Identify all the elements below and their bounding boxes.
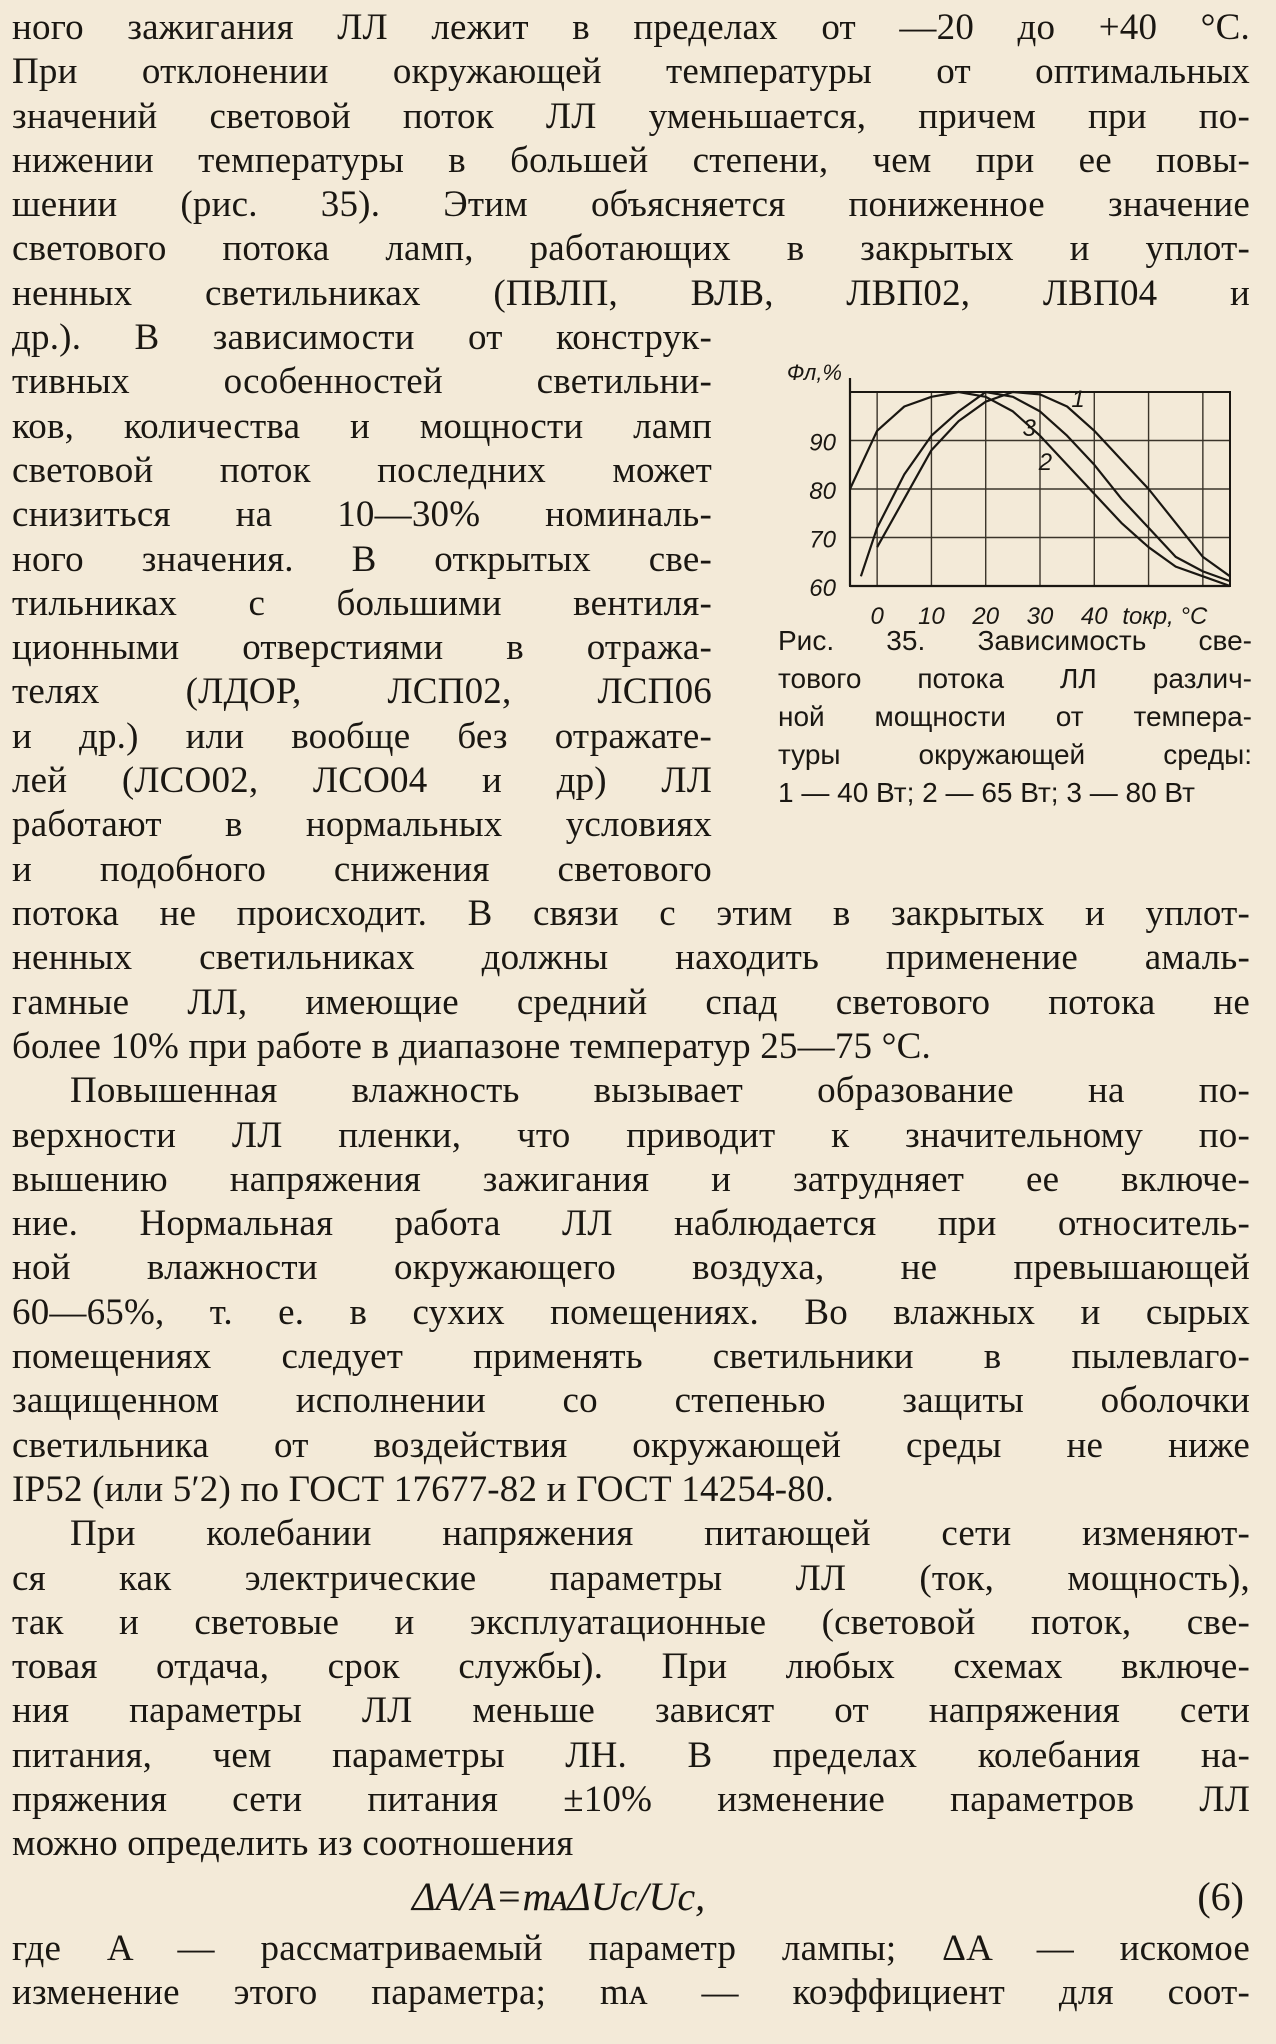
wrapped-section [12, 316, 1250, 892]
text-line: ков, количества и мощности ламп [12, 405, 712, 447]
text-line: ционными отверстиями в отража- [12, 627, 712, 669]
x-tick-label: 30 [1026, 603, 1054, 631]
text-line: нижении температуры в большей степени, чем при ее повы- [12, 139, 1250, 181]
text-line: где A — рассматриваемый параметр лампы; ΔA — искомое [12, 1927, 1250, 1969]
x-tick-label: 20 [972, 603, 1000, 631]
page [12, 6, 1250, 2015]
text-line: шении (рис. 35). Этим объясняется пониженное значение [12, 184, 1250, 226]
curve-label-3: 3 [1022, 415, 1036, 443]
text-line: работают в нормальных условиях [12, 804, 712, 846]
text-line: При отклонении окружающей температуры от оптимальных [12, 51, 1250, 93]
figure-35 [760, 316, 1255, 836]
chart-grid [850, 392, 1230, 586]
caption-line: ной мощности от темпера- [778, 701, 1252, 733]
formula-row [12, 1867, 1250, 1927]
text-line: лей (ЛСО02, ЛСО04 и др) ЛЛ [12, 760, 712, 802]
text-line: товая отдача, срок службы). При любых схемах включе- [12, 1646, 1250, 1688]
y-axis-label: Фл,% [786, 360, 842, 386]
text-line: потока не происходит. В связи с этим в закрытых и уплот- [12, 893, 1250, 935]
text-line: При колебании напряжения питающей сети изменяют- [70, 1513, 1250, 1555]
series-line-2 [861, 392, 1230, 581]
text-line: изменение этого параметра; mᴀ — коэффициент для соот- [12, 1971, 1250, 2013]
text-line: 60—65%, т. е. в сухих помещениях. Во влажных и сырых [12, 1291, 1250, 1333]
chart [760, 316, 1255, 631]
text-line: пряжения сети питания ±10% изменение параметров ЛЛ [12, 1779, 1250, 1821]
y-tick-label: 60 [809, 575, 836, 603]
text-line: и подобного снижения светового [12, 848, 712, 890]
y-tick-label: 70 [809, 526, 836, 554]
caption-line: Рис. 35. Зависимость све- [778, 625, 1252, 657]
figure-caption [778, 622, 1252, 812]
definitions-paragraph [12, 1927, 1250, 2016]
text-line: др.). В зависимости от конструк- [12, 317, 712, 359]
text-line: верхности ЛЛ пленки, что приводит к значительному по- [12, 1114, 1250, 1156]
text-line: можно определить из соотношения [12, 1823, 574, 1865]
equation-number: (6) [1197, 1873, 1244, 1919]
text-line: световой поток последних может [12, 449, 712, 491]
curve-label-2: 2 [1038, 448, 1053, 476]
text-line: тильниках с большими вентиля- [12, 582, 712, 624]
voltage-paragraph [12, 1512, 1250, 1866]
text-line: питания, чем параметры ЛН. В пределах колебания на- [12, 1734, 1250, 1776]
humidity-paragraph [12, 1069, 1250, 1512]
x-tick-label: 10 [918, 603, 945, 631]
text-line: телях (ЛДОР, ЛСП02, ЛСП06 [12, 671, 712, 713]
series-line-1 [877, 392, 1230, 576]
caption-line: туры окружающей среды: [778, 739, 1252, 771]
text-line: защищенном исполнении со степенью защиты оболочки [12, 1380, 1250, 1422]
text-line: снизиться на 10—30% номиналь- [12, 494, 712, 536]
text-line: гамные ЛЛ, имеющие средний спад светового потока не [12, 981, 1250, 1023]
text-line: вышению напряжения зажигания и затрудняет ее включе- [12, 1158, 1250, 1200]
curve-label-1: 1 [1071, 385, 1085, 413]
text-line: ного зажигания ЛЛ лежит в пределах от —20 до +40 °С. [12, 7, 1250, 48]
x-tick-label: 40 [1080, 603, 1108, 631]
top-paragraph [12, 6, 1250, 316]
caption-line: тового потока ЛЛ различ- [778, 663, 1252, 695]
text-line: ной влажности окружающего воздуха, не превышающей [12, 1247, 1250, 1289]
text-line: ния параметры ЛЛ меньше зависят от напряжения сети [12, 1690, 1250, 1732]
continuation-paragraph [12, 892, 1250, 1069]
text-line: светового потока ламп, работающих в закрытых и уплот- [12, 228, 1250, 270]
text-line: ся как электрические параметры ЛЛ (ток, мощность), [12, 1557, 1250, 1599]
text-line: Повышенная влажность вызывает образование на по- [70, 1070, 1250, 1112]
text-line: и др.) или вообще без отражате- [12, 715, 712, 757]
text-line: значений световой поток ЛЛ уменьшается, причем при по- [12, 95, 1250, 137]
text-line: IP52 (или 5′2) по ГОСТ 17677-82 и ГОСТ 14254-80. [12, 1468, 835, 1510]
caption-line: 1 — 40 Вт; 2 — 65 Вт; 3 — 80 Вт [778, 777, 1195, 809]
text-line: так и световые и эксплуатационные (световой поток, све- [12, 1601, 1250, 1643]
text-line: светильника от воздействия окружающей среды не ниже [12, 1424, 1250, 1466]
formula: ΔA/A=mᴀΔUc/Uc, [412, 1873, 706, 1919]
x-tick-label: 0 [870, 603, 884, 631]
y-tick-label: 90 [809, 429, 836, 457]
y-tick-label: 80 [809, 478, 836, 506]
text-line: помещениях следует применять светильники в пылевлаго- [12, 1336, 1250, 1378]
text-line: ние. Нормальная работа ЛЛ наблюдается при относитель- [12, 1203, 1250, 1245]
text-line: тивных особенностей светильни- [12, 361, 712, 403]
x-axis-label: tокр, °С [1122, 603, 1208, 631]
text-line: более 10% при работе в диапазоне температур 25—75 °С. [12, 1025, 931, 1067]
text-line: ненных светильниках (ПВЛП, ВЛВ, ЛВП02, ЛВП04 и [12, 272, 1250, 314]
text-line: ного значения. В открытых све- [12, 538, 712, 580]
text-line: ненных светильниках должны находить применение амаль- [12, 937, 1250, 979]
